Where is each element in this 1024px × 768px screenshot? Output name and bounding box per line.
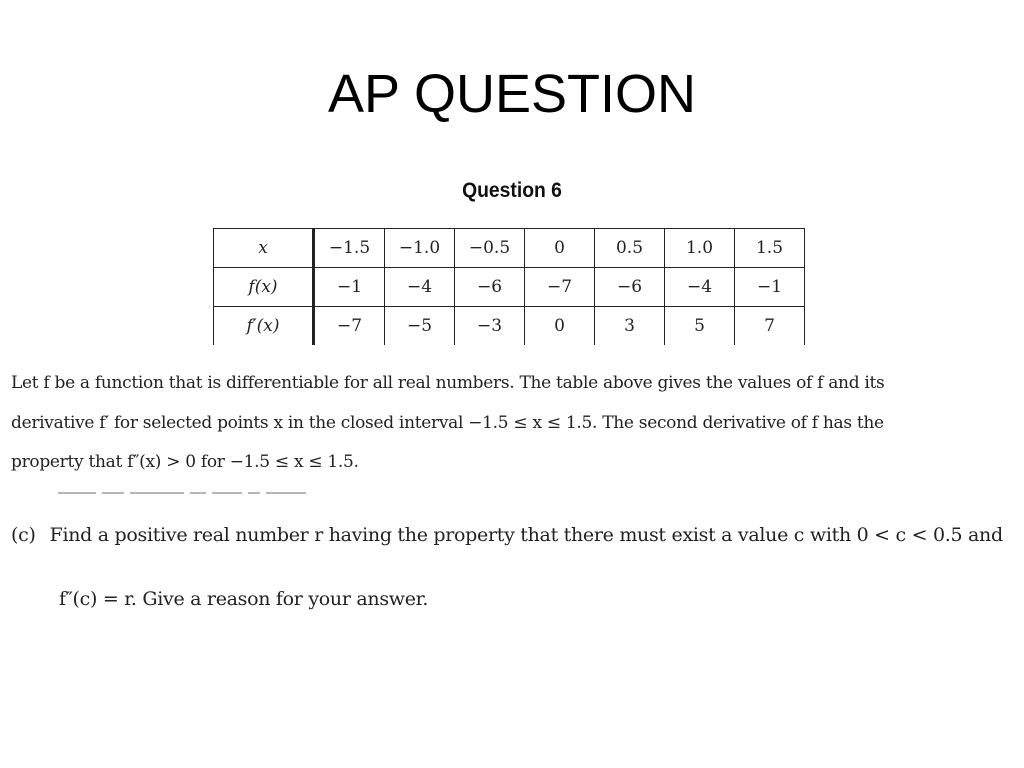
table-cell: −0.5 xyxy=(455,229,525,268)
table-row-x xyxy=(214,229,805,268)
values-table xyxy=(213,228,805,345)
question-heading: Question 6 xyxy=(462,179,562,202)
statement-line: derivative f′ for selected points x in the closed interval −1.5 ≤ x ≤ 1.5. The second derivative of f has the xyxy=(11,412,884,433)
table-row-fprime xyxy=(214,307,805,346)
table-cell: 1.0 xyxy=(665,229,735,268)
problem-statement xyxy=(11,364,1011,483)
part-c-line xyxy=(11,524,1003,546)
table-cell: −7 xyxy=(314,307,385,346)
table-cell: −5 xyxy=(385,307,455,346)
table-cell: −6 xyxy=(595,268,665,307)
row-label-x: x xyxy=(214,229,314,268)
table-cell: 1.5 xyxy=(735,229,805,268)
part-c-line: f″(c) = r. Give a reason for your answer. xyxy=(59,588,429,610)
table-cell: −1.0 xyxy=(385,229,455,268)
slide-title: AP QUESTION xyxy=(327,64,697,124)
statement-line: property that f″(x) > 0 for −1.5 ≤ x ≤ 1.5. xyxy=(11,452,359,472)
table-cell: 3 xyxy=(595,307,665,346)
statement-line: Let f be a function that is differentiable for all real numbers. The table above gives the values of f and its xyxy=(11,373,885,393)
table-cell: −7 xyxy=(525,268,595,307)
table-cell: 5 xyxy=(665,307,735,346)
table-cell: 0.5 xyxy=(595,229,665,268)
row-label-fprime: f′(x) xyxy=(214,307,314,346)
table-cell: 0 xyxy=(525,307,595,346)
table-cell: −4 xyxy=(665,268,735,307)
part-c-label: (c) xyxy=(11,524,36,546)
table-cell: −4 xyxy=(385,268,455,307)
table-cell: −1 xyxy=(314,268,385,307)
row-label-fx: f(x) xyxy=(214,268,314,307)
table-row-fx xyxy=(214,268,805,307)
part-c-text: Find a positive real number r having the property that there must exist a value c with 0 < c < 0.5 and xyxy=(49,524,1003,546)
table-cell: −1.5 xyxy=(314,229,385,268)
table-cell: 7 xyxy=(735,307,805,346)
table-cell: −1 xyxy=(735,268,805,307)
cropped-text-remnant xyxy=(58,489,318,497)
table-cell: 0 xyxy=(525,229,595,268)
table-cell: −3 xyxy=(455,307,525,346)
table-cell: −6 xyxy=(455,268,525,307)
